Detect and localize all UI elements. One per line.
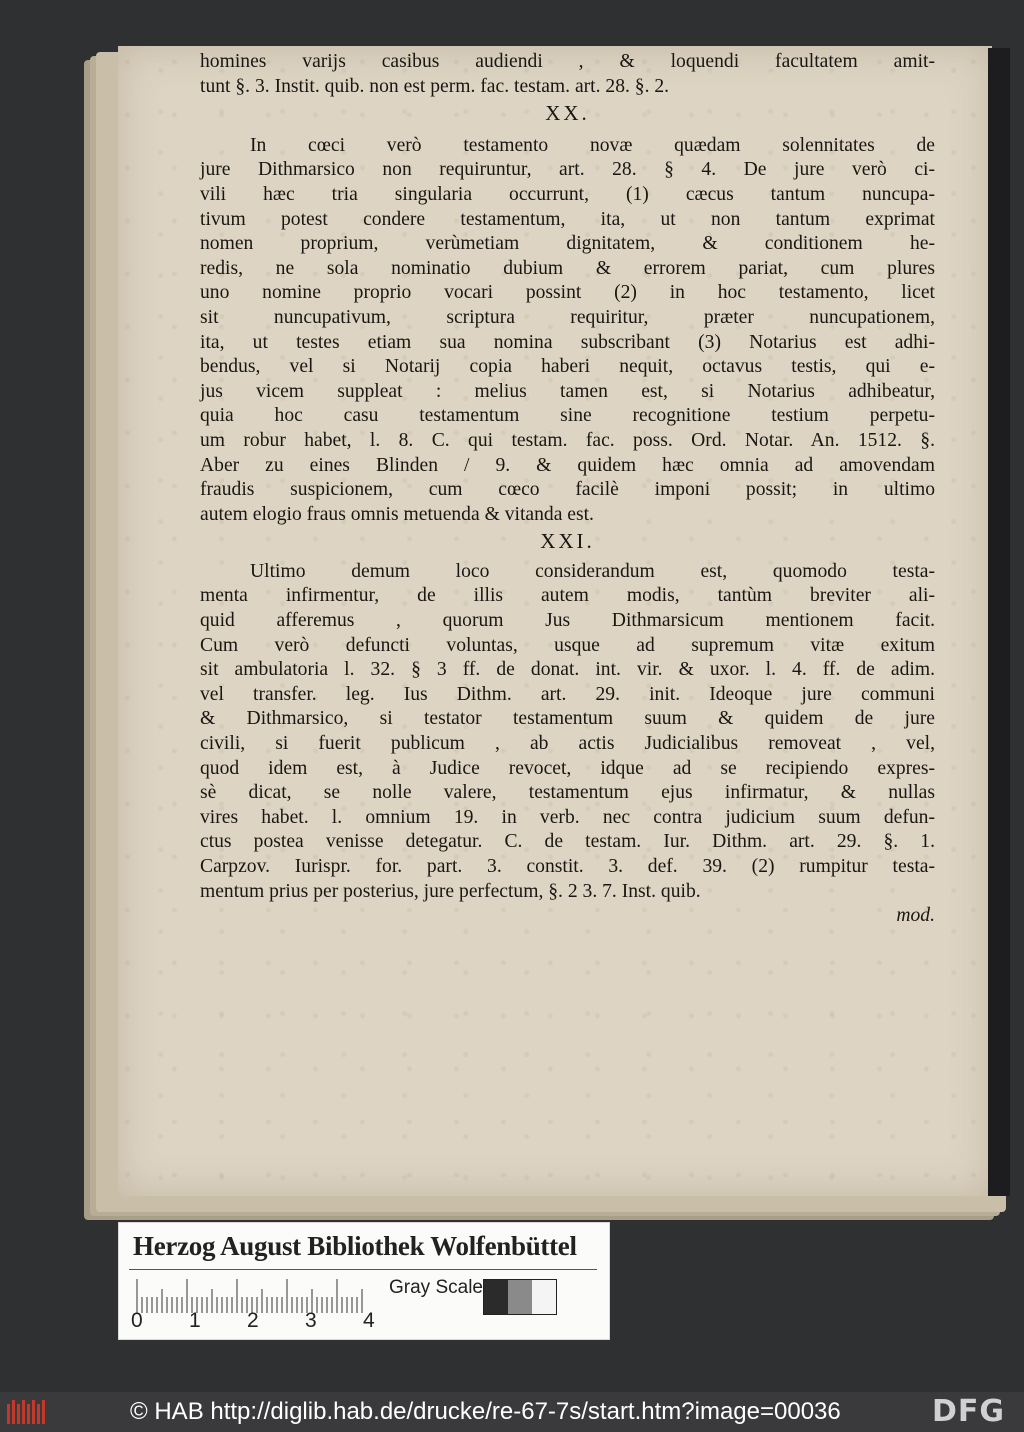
section-heading-xxi: XXI.	[540, 529, 595, 554]
text-line: nomen proprium, verùmetiam dignitatem, & conditionem he-	[200, 233, 935, 255]
text-line: tivum potest condere testamentum, ita, ut non tantum exprimat	[200, 208, 935, 230]
ruler-numbers	[131, 1309, 381, 1335]
text-line: Ultimo demum loco considerandum est, quomodo testa-	[250, 560, 935, 582]
text-line: In cœci verò testamento novæ quædam solennitates de	[250, 134, 935, 156]
text-line: fraudis suspicionem, cum cœco facilè imponi possit; in ultimo	[200, 479, 935, 501]
footer-bar	[0, 1392, 1024, 1432]
dfg-logo: DFG	[932, 1394, 1006, 1429]
paragraph-section-xxi	[200, 560, 935, 904]
text-line: homines varijs casibus audiendi , & loquendi facultatem amit-	[200, 51, 935, 72]
text-line: jus vicem suppleat : melius tamen est, si Notarius adhibeatur,	[200, 380, 935, 402]
text-line: autem elogio fraus omnis metuenda & vitanda est.	[200, 503, 594, 525]
label-divider	[129, 1269, 597, 1270]
ruler-number: 2	[247, 1309, 259, 1332]
section-heading-xx: XX.	[545, 101, 590, 126]
book-spine-shadow	[988, 48, 1010, 1196]
text-line: vel transfer. leg. Ius Dithm. art. 29. init. Ideoque jure communi	[200, 683, 935, 705]
gray-scale-label: Gray Scale	[389, 1277, 483, 1298]
copyright-url[interactable]: © HAB http://diglib.hab.de/drucke/re-67-7s/start.htm?image=00036	[130, 1398, 841, 1425]
catchword: mod.	[896, 905, 935, 927]
text-line: vires habet. l. omnium 19. in verb. nec contra judicium suum defun-	[200, 806, 935, 828]
gray-swatch	[484, 1280, 508, 1314]
text-line: quia hoc casu testamentum sine recognitione testium perpetu-	[200, 405, 935, 427]
text-line: Aber zu eines Blinden / 9. & quidem hæc omnia ad amovendam	[200, 454, 935, 476]
library-name: Herzog August Bibliothek Wolfenbüttel	[133, 1231, 577, 1261]
text-line: vili hæc tria singularia occurrunt, (1) cæcus tantum nuncupa-	[200, 183, 935, 205]
text-line: tunt §. 3. Instit. quib. non est perm. fac. testam. art. 28. §. 2.	[200, 75, 670, 97]
paragraph-continuation	[200, 50, 935, 99]
page-text	[200, 50, 935, 929]
gray-swatch	[532, 1280, 556, 1314]
text-line: civili, si fuerit publicum , ab actis Judicialibus removeat , vel,	[200, 733, 935, 755]
hab-logo-icon	[6, 1398, 46, 1426]
text-line: & Dithmarsico, si testator testamentum suum & quidem de jure	[200, 708, 935, 730]
text-line: sè dicat, se nolle valere, testamentum ejus infirmatur, & nullas	[200, 782, 935, 804]
text-line: menta infirmentur, de illis autem modis, tantùm breviter ali-	[200, 585, 935, 607]
text-line: jure Dithmarsico non requiruntur, art. 28. § 4. De jure verò ci-	[200, 159, 935, 181]
text-line: um robur habet, l. 8. C. qui testam. fac. poss. Ord. Notar. An. 1512. §.	[200, 429, 935, 451]
text-line: ita, ut testes etiam sua nomina subscribant (3) Notarius est adhi-	[200, 331, 935, 353]
text-line: bendus, vel si Notarij copia haberi nequit, octavus testis, qui e-	[200, 356, 935, 378]
text-line: uno nomine proprio vocari possint (2) in hoc testamento, licet	[200, 282, 935, 304]
gray-scale-swatches	[483, 1279, 557, 1315]
text-line: quod idem est, à Judice revocet, idque ad se recipiendo expres-	[200, 757, 935, 779]
text-line: sit ambulatoria l. 32. § 3 ff. de donat. int. vir. & uxor. l. 4. ff. de adim.	[200, 659, 935, 681]
text-line: Cum verò defuncti voluntas, usque ad supremum vitæ exitum	[200, 634, 935, 656]
text-line: sit nuncupativum, scriptura requiritur, præter nuncupationem,	[200, 306, 935, 328]
library-label-card	[118, 1222, 610, 1340]
ruler-number: 0	[131, 1309, 143, 1332]
paragraph-section-xx	[200, 134, 935, 528]
gray-swatch	[508, 1280, 532, 1314]
text-line: Carpzov. Iurispr. for. part. 3. constit. 3. def. 39. (2) rumpitur testa-	[200, 856, 935, 877]
ruler-number: 4	[363, 1309, 375, 1332]
scale-ruler	[135, 1279, 367, 1313]
text-line: ctus postea venisse detegatur. C. de testam. Iur. Dithm. art. 29. §. 1.	[200, 831, 935, 853]
text-line: mentum prius per posterius, jure perfectum, §. 2 3. 7. Inst. quib.	[200, 880, 701, 902]
text-line: quid afferemus , quorum Jus Dithmarsicum mentionem facit.	[200, 610, 935, 632]
text-line: redis, ne sola nominatio dubium & errorem pariat, cum plures	[200, 257, 935, 279]
ruler-number: 3	[305, 1309, 317, 1332]
ruler-number: 1	[189, 1309, 201, 1332]
